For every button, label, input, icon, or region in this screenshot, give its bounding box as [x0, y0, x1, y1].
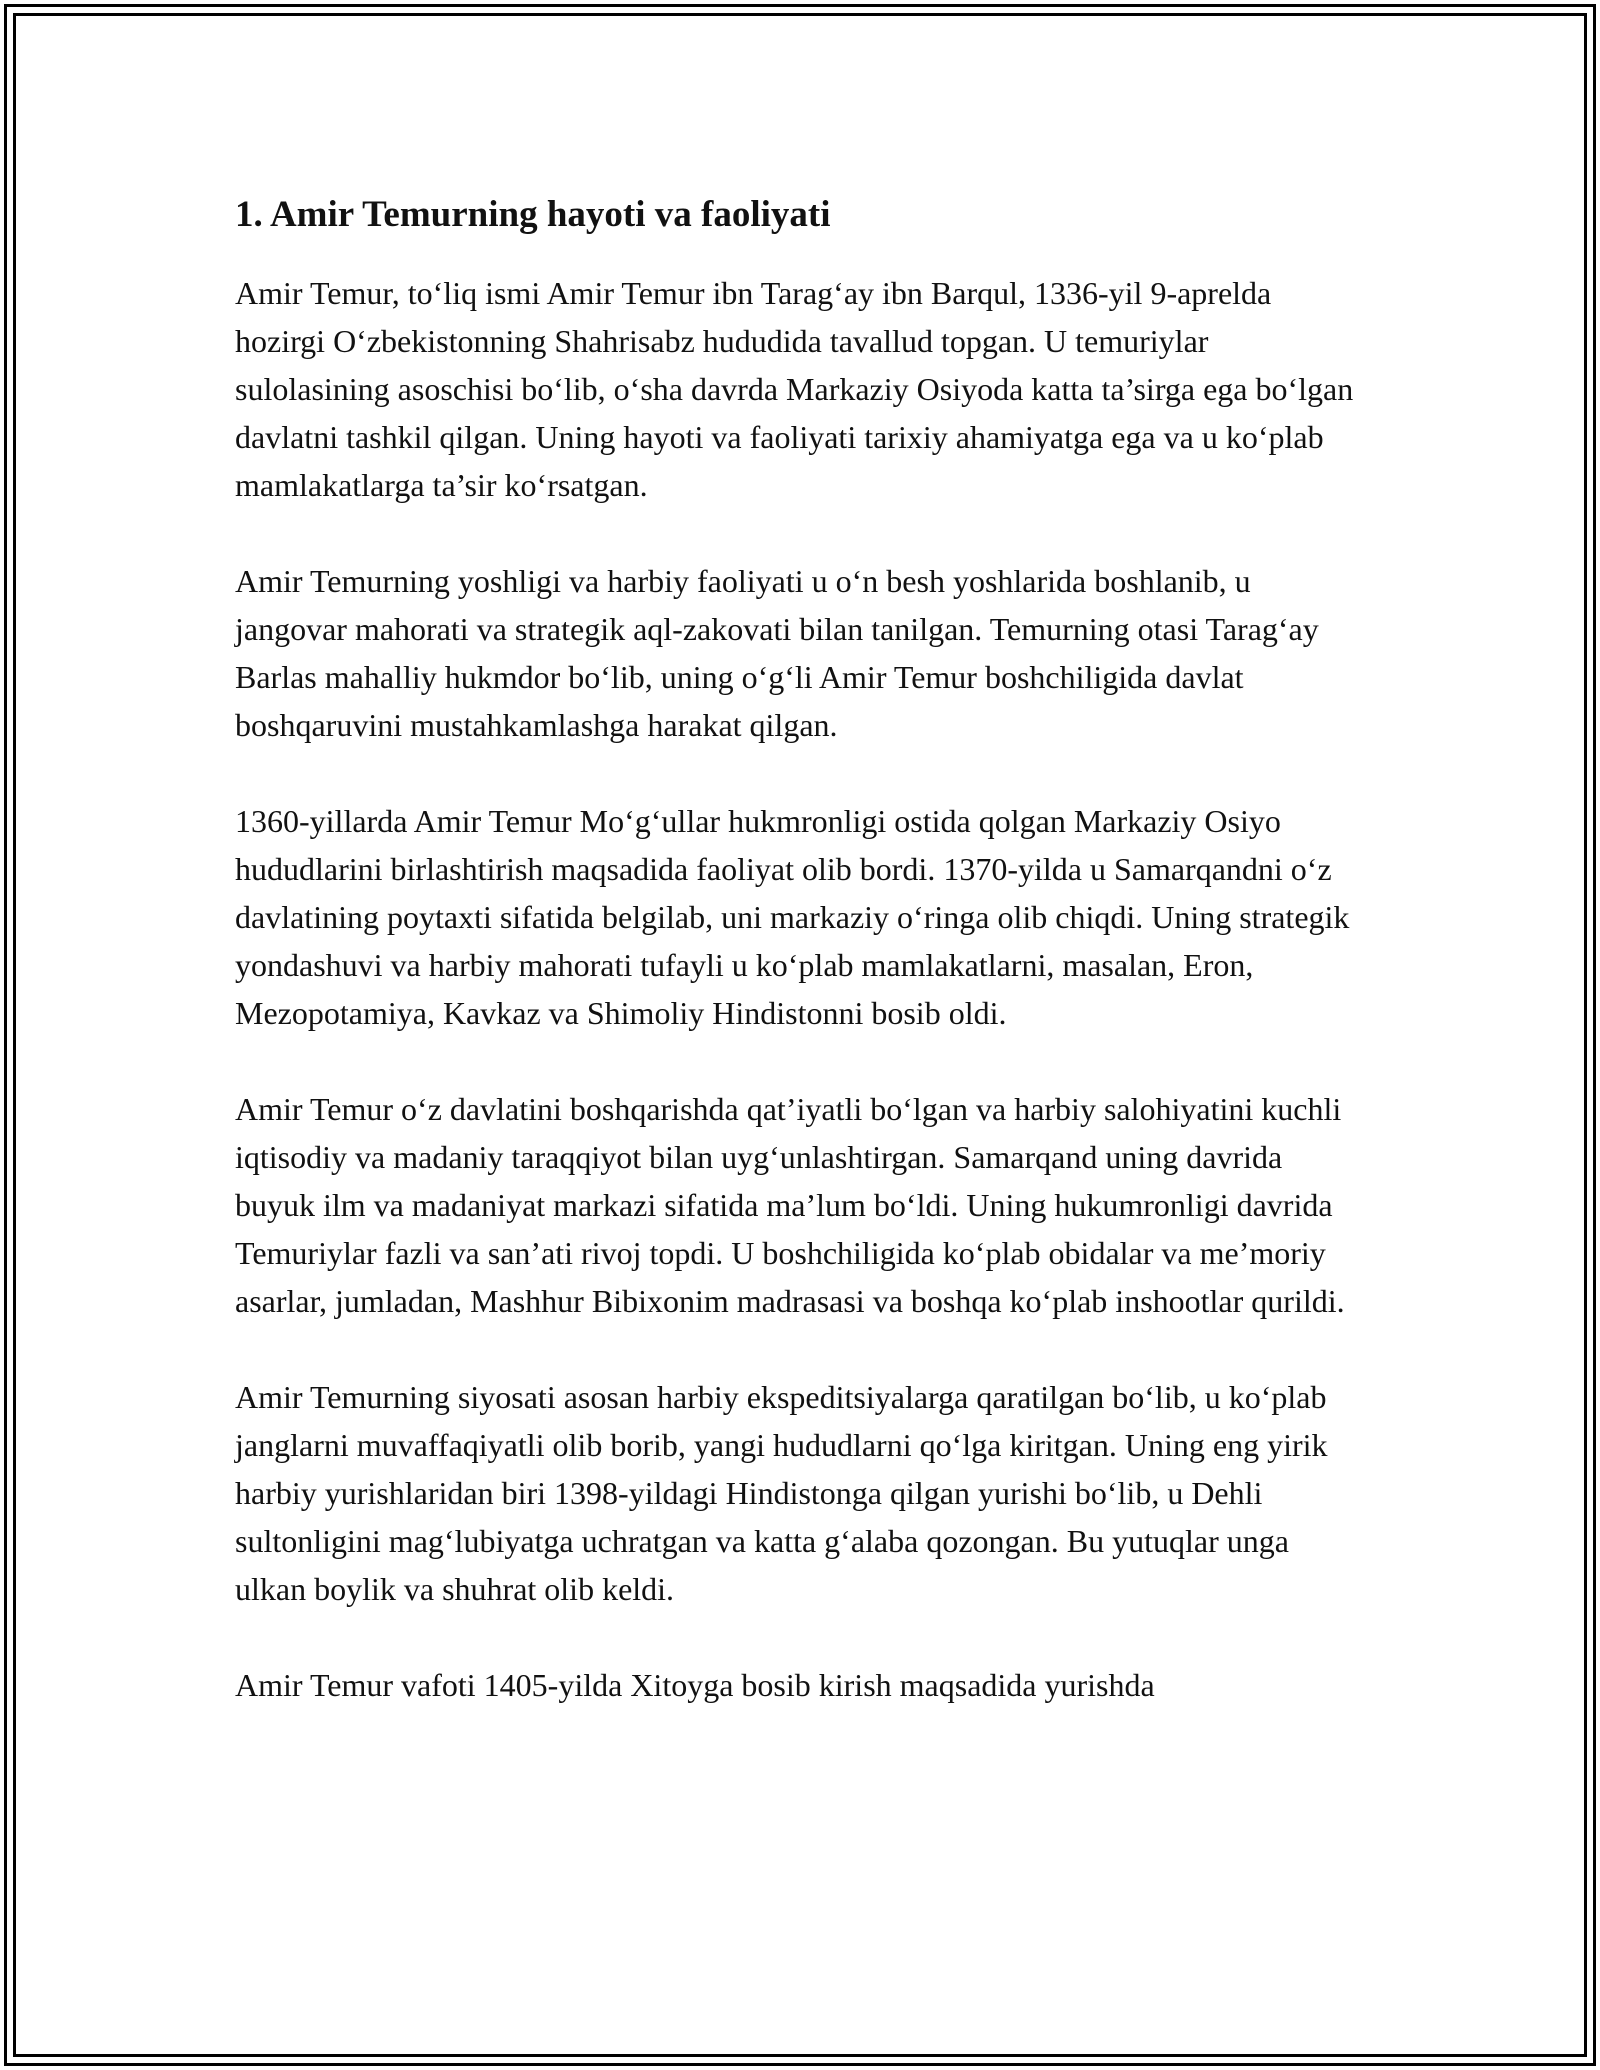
document-body: [235, 185, 1365, 1757]
paragraph-6: Amir Temur vafoti 1405-yilda Xitoyga bosib kirish maqsadida yurishda: [235, 1667, 1155, 1703]
paragraph-4: Amir Temur o‘z davlatini boshqarishda qat’iyatli bo‘lgan va harbiy salohiyatini kuchli iqtisodiy va madaniy taraqqiyot bilan uyg‘unlashtirgan. Samarqand uning davrida buyuk ilm va madaniyat markazi sifatida ma’lum bo‘ldi. Uning hukumronligi davrida Temuriylar fazli va san’ati rivoj topdi. U boshchiligida ko‘plab obidalar va me’moriy asarlar, jumladan, Mashhur Bibixonim madrasasi va boshqa ko‘plab inshootlar qurildi.: [235, 1091, 1345, 1319]
paragraph-1: Amir Temur, to‘liq ismi Amir Temur ibn Tarag‘ay ibn Barqul, 1336-yil 9-aprelda hozirgi O‘zbekistonning Shahrisabz hududida tavallud topgan. U temuriylar sulolasining asoschisi bo‘lib, o‘sha davrda Markaziy Osiyoda katta ta’sirga ega bo‘lgan davlatni tashkil qilgan. Uning hayoti va faoliyati tarixiy ahamiyatga ega va u ko‘plab mamlakatlarga ta’sir ko‘rsatgan.: [235, 275, 1354, 503]
section-heading: 1. Amir Temurning hayoti va faoliyati: [235, 194, 831, 235]
paragraph-5: Amir Temurning siyosati asosan harbiy ekspeditsiyalarga qaratilgan bo‘lib, u ko‘plab janglarni muvaffaqiyatli olib borib, yangi hududlarni qo‘lga kiritgan. Uning eng yirik harbiy yurishlaridan biri 1398-yildagi Hindistonga qilgan yurishi bo‘lib, u Dehli sultonligini mag‘lubiyatga uchratgan va katta g‘alaba qozongan. Bu yutuqlar unga ulkan boylik va shuhrat olib keldi.: [235, 1379, 1328, 1607]
paragraph-3: 1360-yillarda Amir Temur Mo‘g‘ullar hukmronligi ostida qolgan Markaziy Osiyo hududlarini birlashtirish maqsadida faoliyat olib bordi. 1370-yilda u Samarqandni o‘z davlatining poytaxti sifatida belgilab, uni markaziy o‘ringa olib chiqdi. Uning strategik yondashuvi va harbiy mahorati tufayli u ko‘plab mamlakatlarni, masalan, Eron, Mezopotamiya, Kavkaz va Shimoliy Hindistonni bosib oldi.: [235, 803, 1350, 1031]
paragraph-2: Amir Temurning yoshligi va harbiy faoliyati u o‘n besh yoshlarida boshlanib, u jangovar mahorati va strategik aql-zakovati bilan tanilgan. Temurning otasi Tarag‘ay Barlas mahalliy hukmdor bo‘lib, uning o‘g‘li Amir Temur boshchiligida davlat boshqaruvini mustahkamlashga harakat qilgan.: [235, 563, 1319, 743]
